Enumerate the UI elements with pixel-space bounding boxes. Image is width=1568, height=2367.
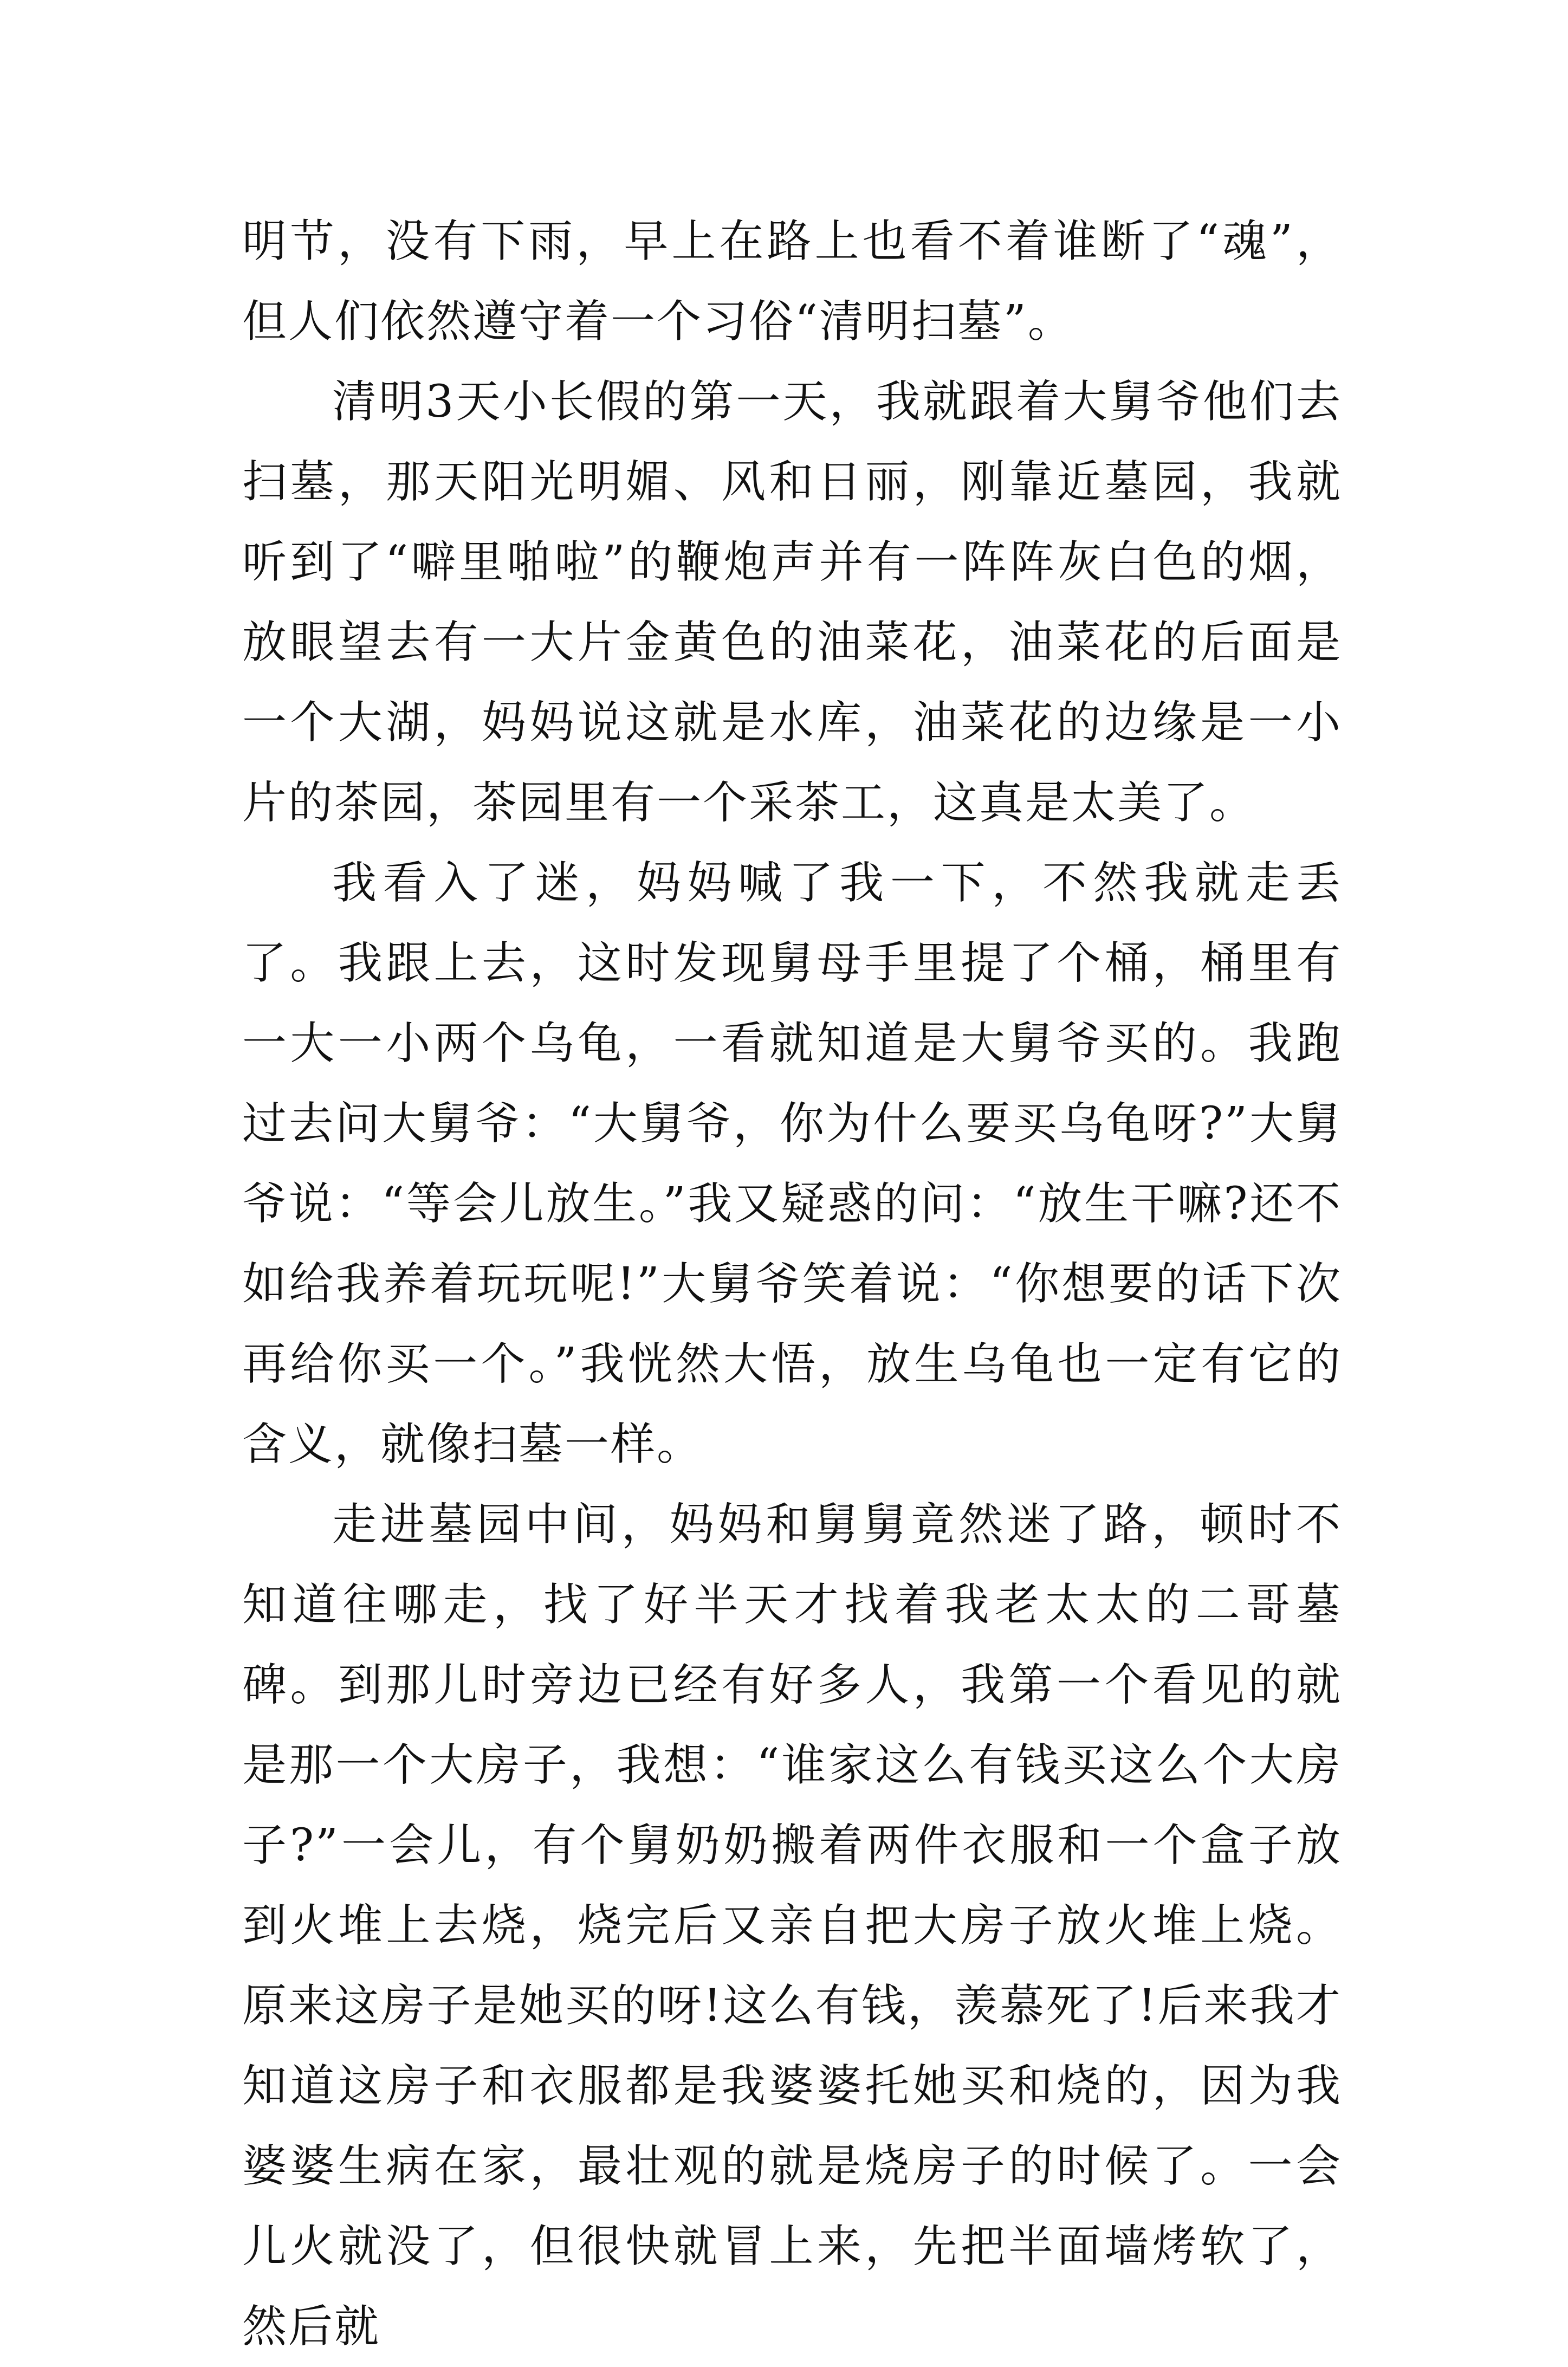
document-body: [242, 202, 1342, 2367]
paragraph-4: 走进墓园中间，妈妈和舅舅竟然迷了路，顿时不知道往哪走，找了好半天才找着我老太太的二哥墓碑。到那儿时旁边已经有好多人，我第一个看见的就是那一个大房子，我想：“谁家这么有钱买这么个大房子?”一会儿，有个舅奶奶搬着两件衣服和一个盒子放到火堆上去烧，烧完后又亲自把大房子放火堆上烧。原来这房子是她买的呀!这么有钱，羡慕死了!后来我才知道这房子和衣服都是我婆婆托她买和烧的，因为我婆婆生病在家，最壮观的就是烧房子的时候了。一会儿火就没了，但很快就冒上来，先把半面墙烤软了，然后就: [242, 1499, 1342, 2352]
paragraph-3: 我看入了迷，妈妈喊了我一下，不然我就走丢了。我跟上去，这时发现舅母手里提了个桶，桶里有一大一小两个乌龟，一看就知道是大舅爷买的。我跑过去问大舅爷：“大舅爷，你为什么要买乌龟呀?”大舅爷说：“等会儿放生。”我又疑惑的问：“放生干嘛?还不如给我养着玩玩呢!”大舅爷笑着说：“你想要的话下次再给你买一个。”我恍然大悟，放生乌龟也一定有它的含义，就像扫墓一样。: [242, 857, 1342, 1470]
paragraph-2: 清明3天小长假的第一天，我就跟着大舅爷他们去扫墓，那天阳光明媚、风和日丽，刚靠近墓园，我就听到了“噼里啪啦”的鞭炮声并有一阵阵灰白色的烟，放眼望去有一大片金黄色的油菜花，油菜花的后面是一个大湖，妈妈说这就是水库，油菜花的边缘是一小片的茶园，茶园里有一个采茶工，这真是太美了。: [242, 376, 1342, 829]
paragraph-1: 明节，没有下雨，早上在路上也看不着谁断了“魂”，但人们依然遵守着一个习俗“清明扫墓”。: [242, 216, 1342, 347]
